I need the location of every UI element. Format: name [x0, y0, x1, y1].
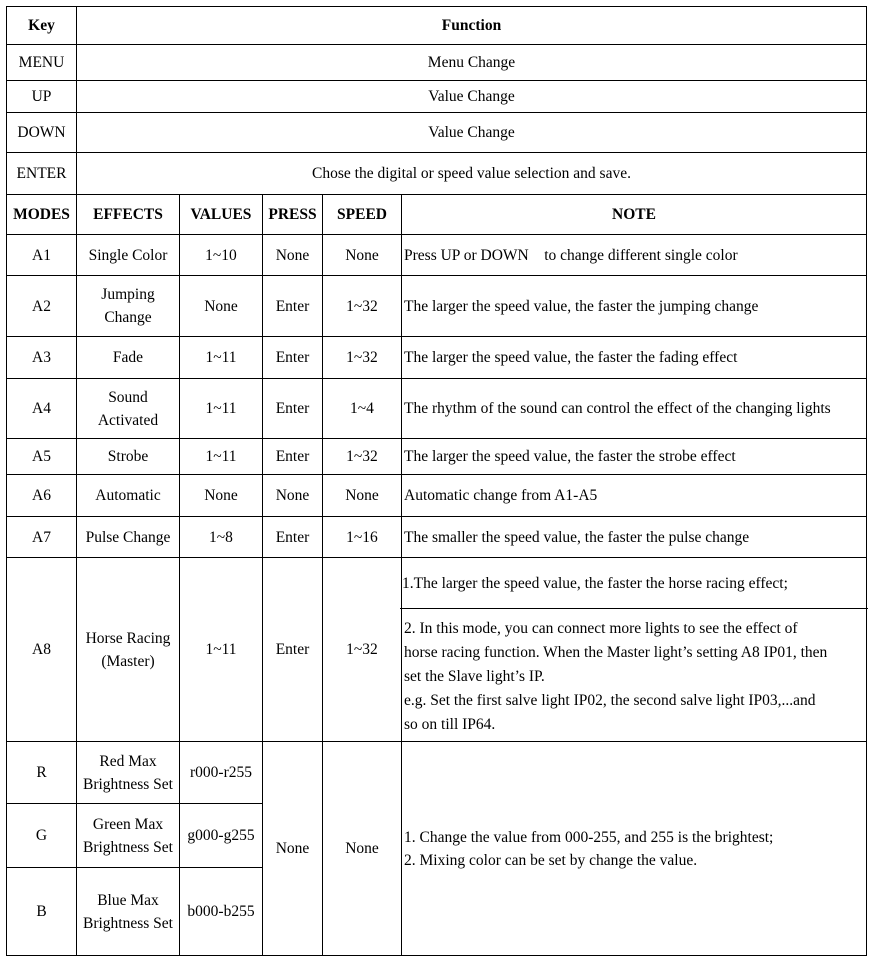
values-cell: None — [180, 276, 263, 337]
note-header: NOTE — [402, 195, 867, 235]
effect-cell — [77, 804, 180, 868]
note-cell: Press UP or DOWN to change different single color — [402, 235, 867, 276]
speed-cell: None — [323, 235, 402, 276]
effect-line-2: Brightness Set — [83, 775, 173, 793]
values-cell: b000-b255 — [180, 868, 263, 956]
mode-row — [7, 276, 867, 337]
effect-line-1: Sound — [108, 388, 148, 406]
mode-row — [7, 558, 867, 742]
function-header: Function — [77, 7, 867, 45]
note-cell: Automatic change from A1-A5 — [402, 475, 867, 517]
note-cell: The larger the speed value, the faster the strobe effect — [402, 439, 867, 475]
values-cell: None — [180, 475, 263, 517]
values-cell: g000-g255 — [180, 804, 263, 868]
function-cell: Value Change — [77, 81, 867, 113]
key-row — [7, 153, 867, 195]
function-cell: Menu Change — [77, 45, 867, 81]
speed-cell: 1~4 — [323, 379, 402, 439]
note-cell-split — [402, 558, 867, 742]
effect-line-2: Brightness Set — [83, 914, 173, 932]
press-cell: Enter — [263, 558, 323, 742]
key-cell: UP — [7, 81, 77, 113]
note-line: horse racing function. When the Master light’s setting A8 IP01, then — [404, 644, 828, 661]
speed-header: SPEED — [323, 195, 402, 235]
effect-line-1: Red Max — [99, 752, 157, 770]
key-row — [7, 113, 867, 153]
speed-cell: 1~32 — [323, 439, 402, 475]
note-line: 2. In this mode, you can connect more lights to see the effect of — [404, 620, 798, 637]
effect-cell: Strobe — [77, 439, 180, 475]
values-cell: r000-r255 — [180, 742, 263, 804]
speed-cell-merged: None — [323, 742, 402, 956]
note-line: so on till IP64. — [404, 716, 496, 733]
effect-cell — [77, 379, 180, 439]
effect-cell — [77, 276, 180, 337]
effect-line-1: Jumping — [101, 286, 155, 303]
effects-header: EFFECTS — [77, 195, 180, 235]
values-cell: 1~11 — [180, 439, 263, 475]
effect-cell: Pulse Change — [77, 517, 180, 558]
speed-cell: 1~32 — [323, 337, 402, 379]
note-line: 1. Change the value from 000-255, and 255 is the brightest; — [404, 828, 774, 846]
effect-cell: Automatic — [77, 475, 180, 517]
key-header: Key — [7, 7, 77, 45]
mode-cell: A1 — [7, 235, 77, 276]
mode-cell: A8 — [7, 558, 77, 742]
note-cell: The rhythm of the sound can control the effect of the changing lights — [402, 379, 867, 439]
effect-cell — [77, 742, 180, 804]
note-line: 2. Mixing color can be set by change the value. — [404, 851, 698, 869]
values-cell: 1~10 — [180, 235, 263, 276]
values-header: VALUES — [180, 195, 263, 235]
effect-line-2: Brightness Set — [83, 838, 173, 856]
press-cell: None — [263, 475, 323, 517]
press-cell: None — [263, 235, 323, 276]
function-cell: Chose the digital or speed value selection and save. — [77, 153, 867, 195]
note-cell: The larger the speed value, the faster the jumping change — [402, 276, 867, 337]
speed-cell: 1~32 — [323, 558, 402, 742]
mode-cell: A5 — [7, 439, 77, 475]
mode-cell: B — [7, 868, 77, 956]
mode-row — [7, 235, 867, 276]
mode-row — [7, 517, 867, 558]
key-function-table — [6, 6, 867, 956]
effect-cell — [77, 868, 180, 956]
effect-cell — [77, 558, 180, 742]
key-cell: MENU — [7, 45, 77, 81]
effect-cell: Single Color — [77, 235, 180, 276]
function-cell: Value Change — [77, 113, 867, 153]
note-line: set the Slave light’s IP. — [404, 668, 545, 685]
mode-row — [7, 439, 867, 475]
press-cell-merged: None — [263, 742, 323, 956]
modes-header-row — [7, 195, 867, 235]
key-row — [7, 45, 867, 81]
press-cell: Enter — [263, 276, 323, 337]
effect-line-2: Change — [104, 309, 152, 326]
mode-cell: A4 — [7, 379, 77, 439]
key-cell: ENTER — [7, 153, 77, 195]
mode-cell: A2 — [7, 276, 77, 337]
key-cell: DOWN — [7, 113, 77, 153]
mode-cell: G — [7, 804, 77, 868]
press-header: PRESS — [263, 195, 323, 235]
rgb-row — [7, 742, 867, 804]
modes-header: MODES — [7, 195, 77, 235]
effect-cell: Fade — [77, 337, 180, 379]
values-cell: 1~8 — [180, 517, 263, 558]
key-row — [7, 81, 867, 113]
effect-line-2: Activated — [97, 411, 159, 429]
mode-cell: R — [7, 742, 77, 804]
speed-cell: None — [323, 475, 402, 517]
speed-cell: 1~32 — [323, 276, 402, 337]
mode-row — [7, 379, 867, 439]
values-cell: 1~11 — [180, 379, 263, 439]
note-part-1: 1.The larger the speed value, the faster the horse racing effect; — [400, 558, 868, 609]
key-header-row — [7, 7, 867, 45]
note-cell-merged — [402, 742, 867, 956]
mode-row — [7, 475, 867, 517]
values-cell: 1~11 — [180, 558, 263, 742]
mode-row — [7, 337, 867, 379]
note-cell: The smaller the speed value, the faster the pulse change — [402, 517, 867, 558]
press-cell: Enter — [263, 379, 323, 439]
press-cell: Enter — [263, 439, 323, 475]
note-part-2 — [402, 609, 866, 741]
effect-line-1: Green Max — [92, 815, 164, 833]
mode-cell: A3 — [7, 337, 77, 379]
press-cell: Enter — [263, 517, 323, 558]
note-cell: The larger the speed value, the faster the fading effect — [402, 337, 867, 379]
speed-cell: 1~16 — [323, 517, 402, 558]
effect-line-2: (Master) — [101, 652, 155, 670]
effect-line-1: Blue Max — [97, 891, 159, 909]
mode-cell: A6 — [7, 475, 77, 517]
values-cell: 1~11 — [180, 337, 263, 379]
effect-line-1: Horse Racing — [85, 629, 171, 647]
note-line: e.g. Set the first salve light IP02, the second salve light IP03,...and — [404, 692, 816, 709]
press-cell: Enter — [263, 337, 323, 379]
mode-cell: A7 — [7, 517, 77, 558]
